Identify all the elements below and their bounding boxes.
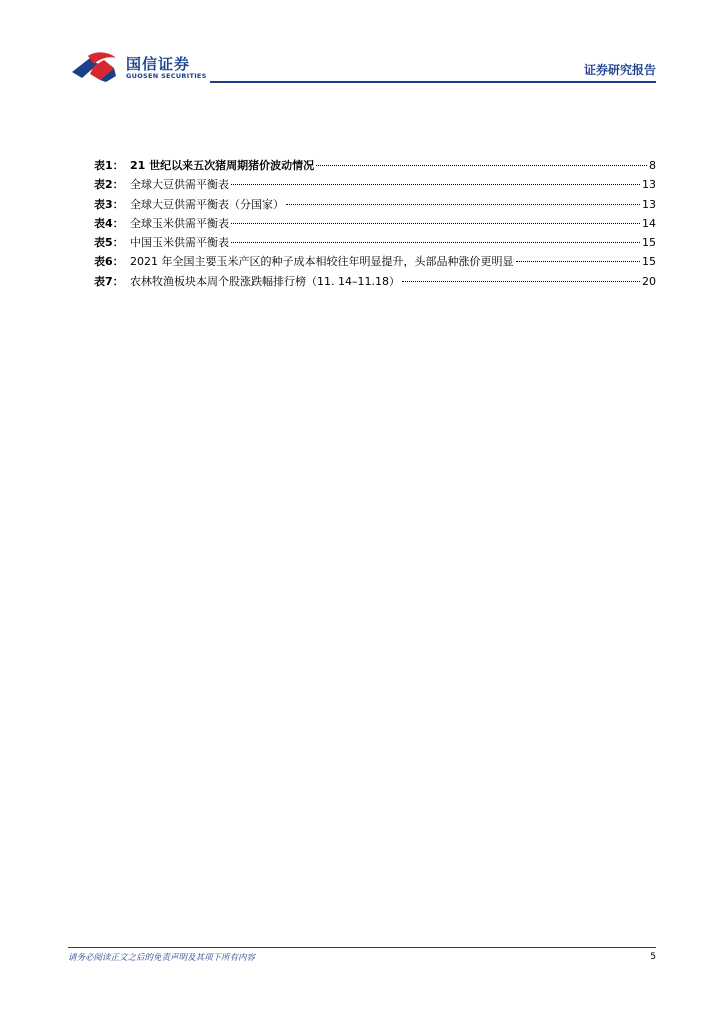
page-header: [0, 0, 724, 90]
toc-dot-leader: [231, 184, 640, 185]
footer-disclaimer: 请务必阅读正文之后的免责声明及其项下所有内容: [68, 953, 256, 963]
toc-entry-label: 表2：: [94, 178, 124, 192]
toc-entry-label: 表6：: [94, 255, 124, 269]
toc-dot-leader: [516, 261, 641, 262]
toc-entry-page: 20: [642, 274, 656, 288]
toc-entry-label: 表1：: [94, 159, 124, 172]
toc-entry-title: 全球大豆供需平衡表: [130, 178, 229, 192]
toc-entry[interactable]: [94, 214, 656, 233]
toc-entry-page: 15: [642, 236, 656, 250]
toc-entry[interactable]: [94, 272, 656, 291]
guosen-logo: [70, 50, 210, 86]
header-divider: [210, 81, 656, 83]
logo-english-name: GUOSEN SECURITIES: [126, 72, 207, 80]
report-type-label: 证券研究报告: [583, 63, 656, 77]
logo-chinese-name: 国信证券: [126, 55, 191, 73]
toc-entry-label: 表4：: [94, 216, 124, 230]
toc-entry-page: 13: [642, 178, 656, 192]
toc-entry[interactable]: [94, 175, 656, 194]
toc-entry-title: 21 世纪以来五次猪周期猪价波动情况: [130, 159, 315, 172]
toc-entry[interactable]: [94, 233, 656, 252]
toc-dot-leader: [286, 204, 640, 205]
toc-entry-page: 13: [642, 197, 656, 211]
toc-entry-label: 表3：: [94, 197, 124, 211]
toc-entry-label: 表7：: [94, 274, 124, 288]
toc-dot-leader: [231, 223, 640, 224]
toc-entry-title: 2021 年全国主要玉米产区的种子成本相较往年明显提升，头部品种涨价更明显: [130, 255, 514, 269]
toc-dot-leader: [231, 242, 640, 243]
toc-entry[interactable]: [94, 252, 656, 271]
toc-entry-title: 全球大豆供需平衡表（分国家）: [130, 197, 284, 211]
toc-entry-title: 农林牧渔板块本周个股涨跌幅排行榜（11. 14–11.18）: [130, 274, 400, 288]
footer-divider: [68, 947, 656, 948]
page-number: 5: [650, 952, 656, 962]
toc-entry-page: 15: [642, 255, 656, 269]
toc-dot-leader: [316, 165, 647, 166]
table-of-tables: [94, 156, 656, 291]
toc-dot-leader: [402, 281, 640, 282]
toc-entry-label: 表5：: [94, 236, 124, 250]
toc-entry-page: 14: [642, 216, 656, 230]
toc-entry-page: 8: [649, 159, 656, 172]
guosen-logo-icon: [70, 50, 120, 84]
toc-entry[interactable]: [94, 156, 656, 175]
toc-entry-title: 中国玉米供需平衡表: [130, 236, 229, 250]
toc-entry-title: 全球玉米供需平衡表: [130, 216, 229, 230]
toc-entry[interactable]: [94, 195, 656, 214]
